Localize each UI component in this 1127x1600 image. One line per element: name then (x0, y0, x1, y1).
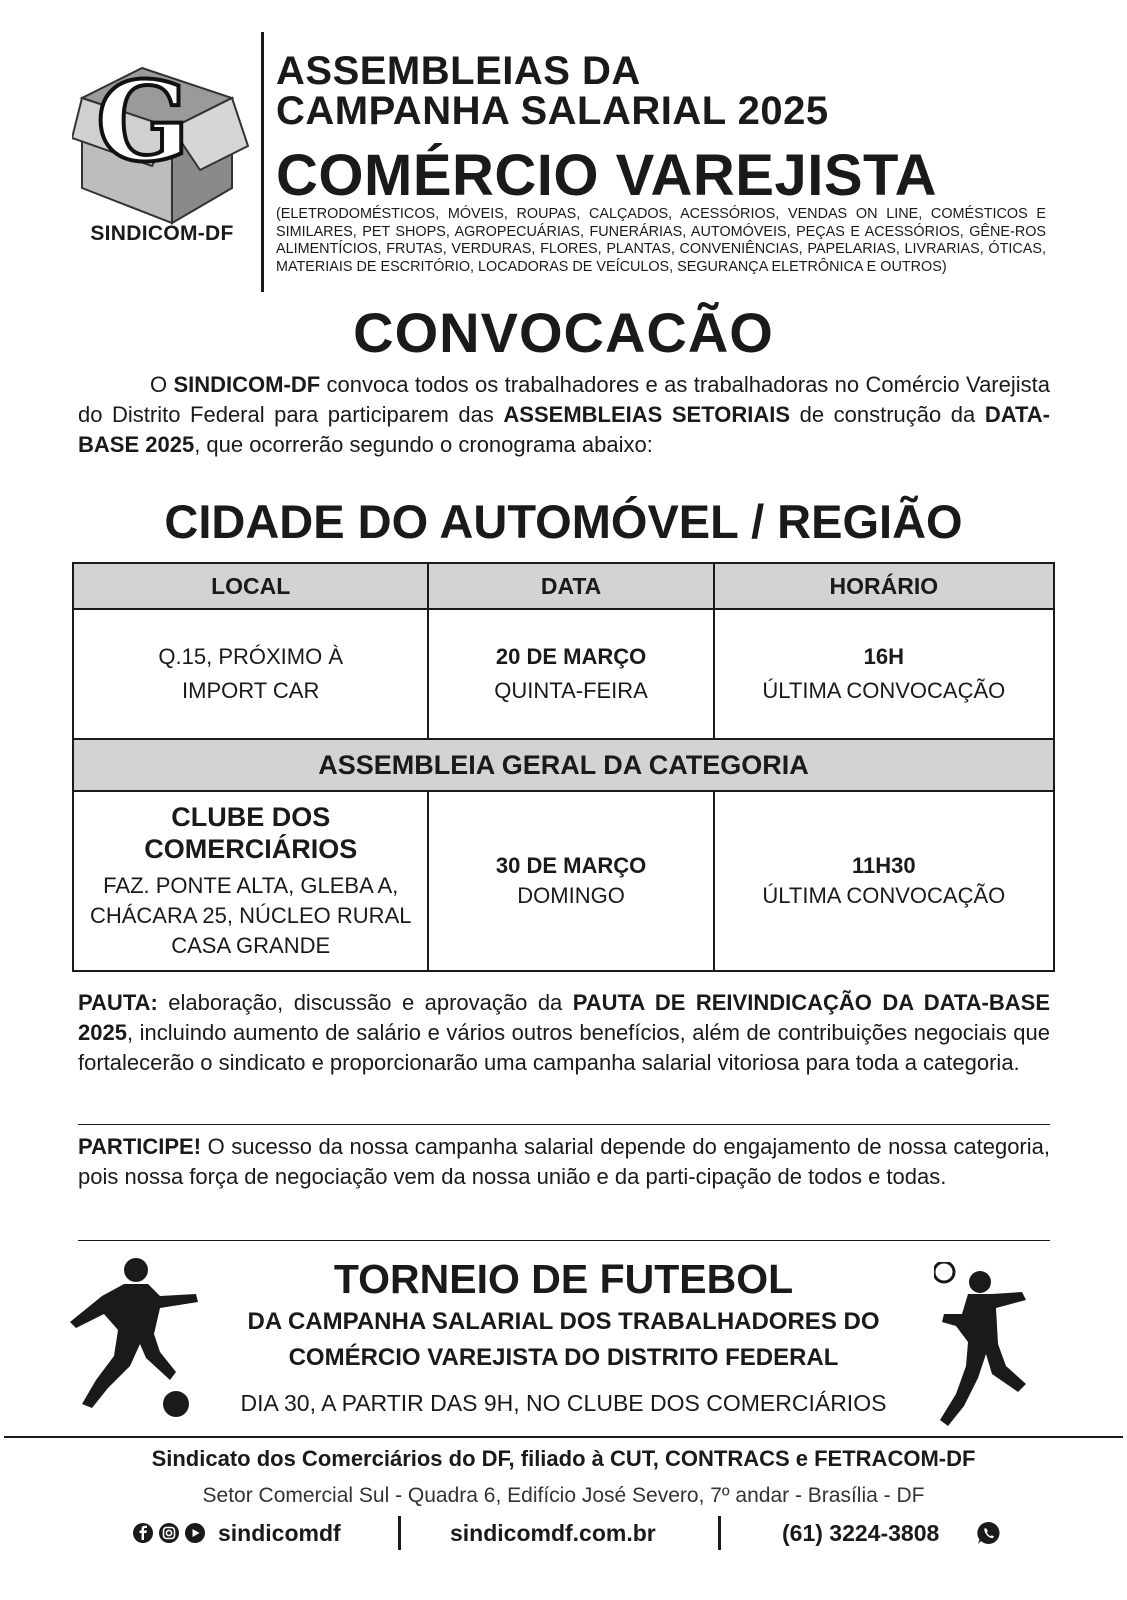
whatsapp-icon[interactable] (976, 1520, 1002, 1546)
social-icons (132, 1522, 206, 1544)
divider (78, 1124, 1050, 1125)
cell-horario: 11H30 ÚLTIMA CONVOCAÇÃO (714, 791, 1054, 971)
cell-data: 20 DE MARÇO QUINTA-FEIRA (428, 609, 713, 739)
header-title-line2: CAMPANHA SALARIAL 2025 (276, 89, 829, 133)
assembleia-geral-row (73, 739, 1054, 791)
cell-data: 30 DE MARÇO DOMINGO (428, 791, 713, 971)
schedule-table (72, 562, 1055, 972)
col-header-horario: HORÁRIO (714, 563, 1054, 609)
cell-horario: 16H ÚLTIMA CONVOCAÇÃO (714, 609, 1054, 739)
table-row (73, 791, 1054, 971)
participe-paragraph: PARTICIPE! O sucesso da nossa campanha salarial depende do engajamento de nossa categoria, pois nossa força de negociação vem da nossa união e da parti-cipação de todos e todas. (78, 1134, 1050, 1189)
cell-local: Q.15, PRÓXIMO À IMPORT CAR (73, 609, 428, 739)
table-header-row (73, 563, 1054, 609)
separator (718, 1516, 721, 1550)
header-title-line3: COMÉRCIO VAREJISTA (276, 143, 938, 208)
footer-contacts (0, 1520, 1127, 1560)
org-name-inline: SINDICOM-DF (173, 372, 321, 397)
torneio-subtitle-line2: COMÉRCIO VAREJISTA DO DISTRITO FEDERAL (288, 1344, 839, 1371)
youtube-icon[interactable] (184, 1522, 206, 1544)
col-header-data: DATA (428, 563, 713, 609)
assembleias-setoriais: ASSEMBLEIAS SETORIAIS (503, 402, 791, 427)
facebook-icon[interactable] (132, 1522, 154, 1544)
social-handle[interactable]: sindicomdf (218, 1520, 341, 1546)
header-divider (261, 32, 264, 292)
torneio-subtitle-line1: DA CAMPANHA SALARIAL DOS TRABALHADORES DO (247, 1308, 880, 1335)
cell-local: CLUBE DOS COMERCIÁRIOS FAZ. PONTE ALTA, GLEBA A, CHÁCARA 25, NÚCLEO RURAL CASA GRANDE (73, 791, 428, 971)
col-header-local: LOCAL (73, 563, 428, 609)
torneio-title: TORNEIO DE FUTEBOL (333, 1256, 794, 1302)
instagram-icon[interactable] (158, 1522, 180, 1544)
assembleia-geral-title: ASSEMBLEIA GERAL DA CATEGORIA (73, 739, 1054, 791)
svg-text:G: G (96, 58, 190, 186)
header-title-line1: ASSEMBLEIAS DA (276, 49, 641, 93)
footer-affiliation: Sindicato dos Comerciários do DF, filiado à CUT, CONTRACS e FETRACOM-DF (151, 1446, 976, 1471)
footer-address: Setor Comercial Sul - Quadra 6, Edifício José Severo, 7º andar - Brasília - DF (202, 1484, 925, 1507)
logo-box-icon (72, 58, 252, 228)
org-name: SINDICOM-DF (90, 222, 234, 245)
table-row (73, 609, 1054, 739)
torneio-when: DIA 30, A PARTIR DAS 9H, NO CLUBE DOS COMERCIÁRIOS (240, 1390, 887, 1416)
header-sectors: (ELETRODOMÉSTICOS, MÓVEIS, ROUPAS, CALÇADOS, ACESSÓRIOS, VENDAS ON LINE, COMÉSTICOS E SIMILARES, PET SHOPS, AGROPECUÁRIAS, FUNERÁRIAS, AUTOMÓVEIS, PEÇAS E ACESSÓRIOS, GÊNE-ROS ALIMENTÍCIOS, FRUTAS, VERDURAS, FLORES, PLANTAS, CONVENIÊNCIAS, PAPELARIAS, LIVRARIAS, ÓTICAS, MATERIAIS DE ESCRITÓRIO, LOCADORAS DE VEÍCULOS, SEGURANÇA ELETRÔNICA E OUTROS) (276, 206, 1046, 275)
footer-divider (4, 1436, 1123, 1438)
data-base: DATA-BASE 2025 (78, 402, 1050, 457)
divider (78, 1240, 1050, 1241)
separator (398, 1516, 401, 1550)
convocacao-title: CONVOCACÃO (353, 301, 774, 364)
convocacao-paragraph: O SINDICOM-DF convoca todos os trabalhadores e as trabalhadoras no Comércio Varejista do Distrito Federal para participarem das ASSEMBLEIAS SETORIAIS de construção da DATA-BASE 2025, que ocorrerão segundo o cronograma abaixo: (78, 372, 1050, 457)
pauta-paragraph: PAUTA: elaboração, discussão e aprovação da PAUTA DE REIVINDICAÇÃO DA DATA-BASE 2025, incluindo aumento de salário e vários outros benefícios, além de contribuições negociais que fortalecerão o sindicato e proporcionarão uma campanha salarial vitoriosa para toda a categoria. (78, 990, 1050, 1075)
website-link[interactable]: sindicomdf.com.br (450, 1520, 656, 1546)
region-title: CIDADE DO AUTOMÓVEL / REGIÃO (164, 495, 963, 548)
phone-number[interactable]: (61) 3224-3808 (782, 1520, 940, 1546)
